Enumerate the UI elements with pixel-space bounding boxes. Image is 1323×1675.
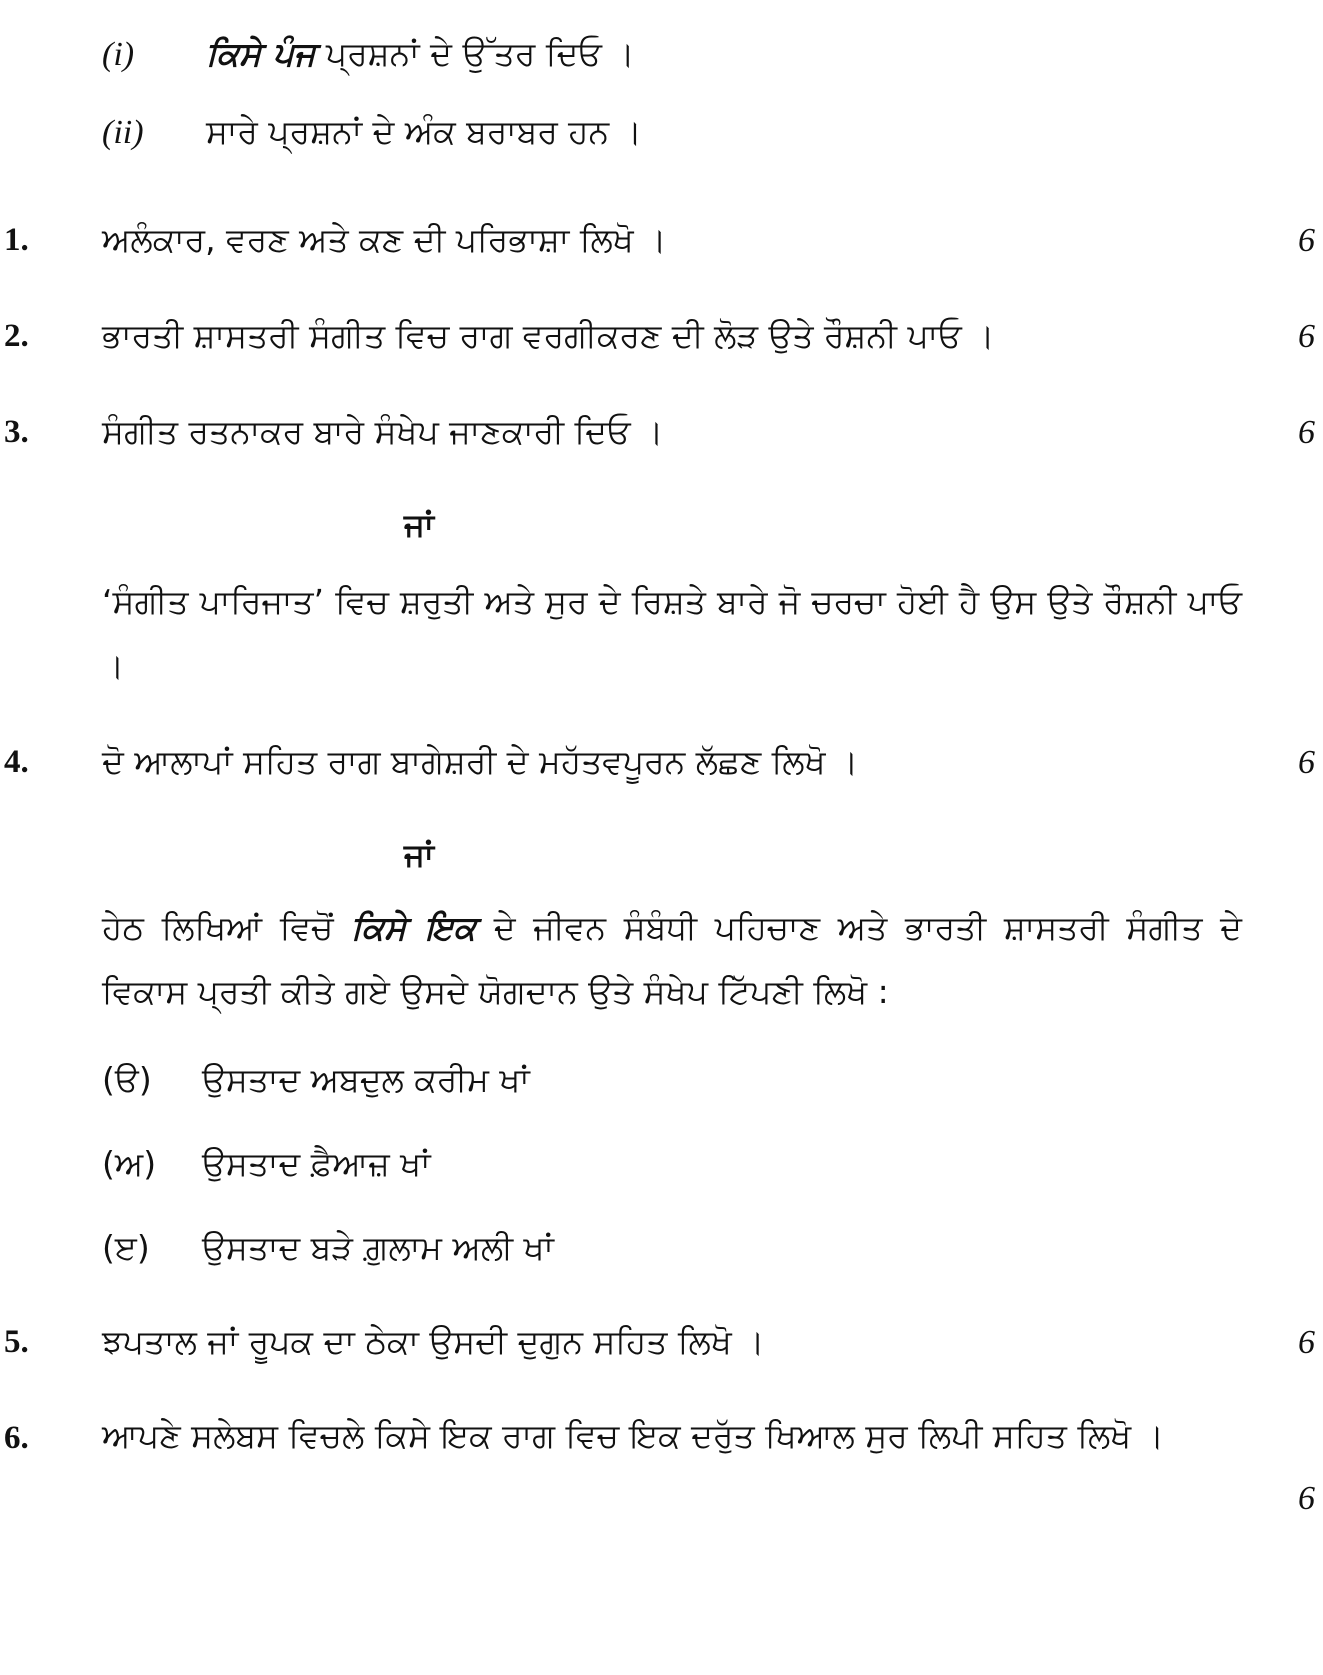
question-text: ਆਪਣੇ ਸਲੇਬਸ ਵਿਚਲੇ ਕਿਸੇ ਇਕ ਰਾਗ ਵਿਚ ਇਕ ਦਰੁੱਤ ਖਿਆਲ ਸੁਰ ਲਿਪੀ ਸਹਿਤ ਲਿਖੋ । — [102, 1416, 1164, 1455]
alt-text-emphasis: ਕਿਸੇ ਇਕ — [351, 908, 477, 947]
alt-text-end: ਦੇ ਜੀਵਨ ਸੰਬੰਧੀ ਪਹਿਚਾਣ ਅਤੇ ਭਾਰਤੀ ਸ਼ਾਸਤਰੀ ਸੰਗੀਤ ਦੇ ਵਿਕਾਸ ਪ੍ਰਤੀ ਕੀਤੇ ਗਏ ਉਸਦੇ ਯੋਗਦਾਨ ਉਤੇ ਸੰਖੇਪ ਟਿੱਪਣੀ ਲਿਖੋ : — [102, 908, 1242, 1011]
option-item — [102, 1144, 431, 1184]
question-marks: 6 — [1298, 1324, 1315, 1361]
question-marks: 6 — [1298, 1480, 1315, 1517]
option-label: (ੲ) — [102, 1228, 150, 1267]
alt-text-start: ਹੇਠ ਲਿਖਿਆਂ ਵਿਚੋਂ — [102, 908, 352, 947]
instruction-emphasis: ਕਿਸੇ ਪੰਜ — [206, 34, 316, 73]
option-label: (ਅ) — [102, 1144, 157, 1183]
question-marks: 6 — [1298, 222, 1315, 259]
instruction-number: (ii) — [102, 114, 144, 151]
instruction-number: (i) — [102, 36, 135, 73]
question-marks: 6 — [1298, 744, 1315, 781]
alternative-question-text: ‘ਸੰਗੀਤ ਪਾਰਿਜਾਤ’ ਵਿਚ ਸ਼ਰੁਤੀ ਅਤੇ ਸੁਰ ਦੇ ਰਿਸ਼ਤੇ ਬਾਰੇ ਜੋ ਚਰਚਾ ਹੋਈ ਹੈ ਉਸ ਉਤੇ ਰੌਸ਼ਨੀ ਪਾਓ । — [102, 582, 1242, 685]
question-number: 4. — [4, 744, 29, 780]
instruction-rest: ਪ੍ਰਸ਼ਨਾਂ ਦੇ ਉੱਤਰ ਦਿਓ । — [315, 34, 635, 73]
option-text: ਉਸਤਾਦ ਅਬਦੁਲ ਕਰੀਮ ਖਾਂ — [202, 1060, 530, 1099]
question-text: ਅਲੰਕਾਰ, ਵਰਣ ਅਤੇ ਕਣ ਦੀ ਪਰਿਭਾਸ਼ਾ ਲਿਖੋ । — [102, 220, 667, 259]
option-text: ਉਸਤਾਦ ਫ਼ੈਆਜ਼ ਖਾਂ — [202, 1144, 431, 1183]
question-text: ਸੰਗੀਤ ਰਤਨਾਕਰ ਬਾਰੇ ਸੰਖੇਪ ਜਾਣਕਾਰੀ ਦਿਓ । — [102, 412, 664, 451]
instruction-text: ਸਾਰੇ ਪ੍ਰਸ਼ਨਾਂ ਦੇ ਅੰਕ ਬਰਾਬਰ ਹਨ । — [206, 112, 642, 151]
alternative-question-text — [102, 896, 1242, 1024]
question-number: 2. — [4, 318, 29, 354]
instruction-text — [206, 34, 635, 74]
question-number: 3. — [4, 414, 29, 450]
question-number: 1. — [4, 222, 29, 258]
option-label: (ੳ) — [102, 1060, 152, 1099]
option-text: ਉਸਤਾਦ ਬੜੇ ਗ਼ੁਲਾਮ ਅਲੀ ਖਾਂ — [202, 1228, 554, 1267]
question-text: ਭਾਰਤੀ ਸ਼ਾਸਤਰੀ ਸੰਗੀਤ ਵਿਚ ਰਾਗ ਵਰਗੀਕਰਣ ਦੀ ਲੋੜ ਉਤੇ ਰੌਸ਼ਨੀ ਪਾਓ । — [102, 316, 995, 355]
or-divider: ਜਾਂ — [404, 836, 434, 874]
question-marks: 6 — [1298, 414, 1315, 451]
option-item — [102, 1060, 530, 1100]
question-number: 6. — [4, 1420, 29, 1456]
question-text: ਝਪਤਾਲ ਜਾਂ ਰੂਪਕ ਦਾ ਠੇਕਾ ਉਸਦੀ ਦੁਗੁਨ ਸਹਿਤ ਲਿਖੋ । — [102, 1322, 765, 1361]
question-number: 5. — [4, 1324, 29, 1360]
question-text: ਦੋ ਆਲਾਪਾਂ ਸਹਿਤ ਰਾਗ ਬਾਗੇਸ਼ਰੀ ਦੇ ਮਹੱਤਵਪੂਰਨ ਲੱਛਣ ਲਿਖੋ । — [102, 742, 859, 781]
option-item — [102, 1228, 554, 1268]
or-divider: ਜਾਂ — [404, 506, 434, 544]
question-marks: 6 — [1298, 318, 1315, 355]
